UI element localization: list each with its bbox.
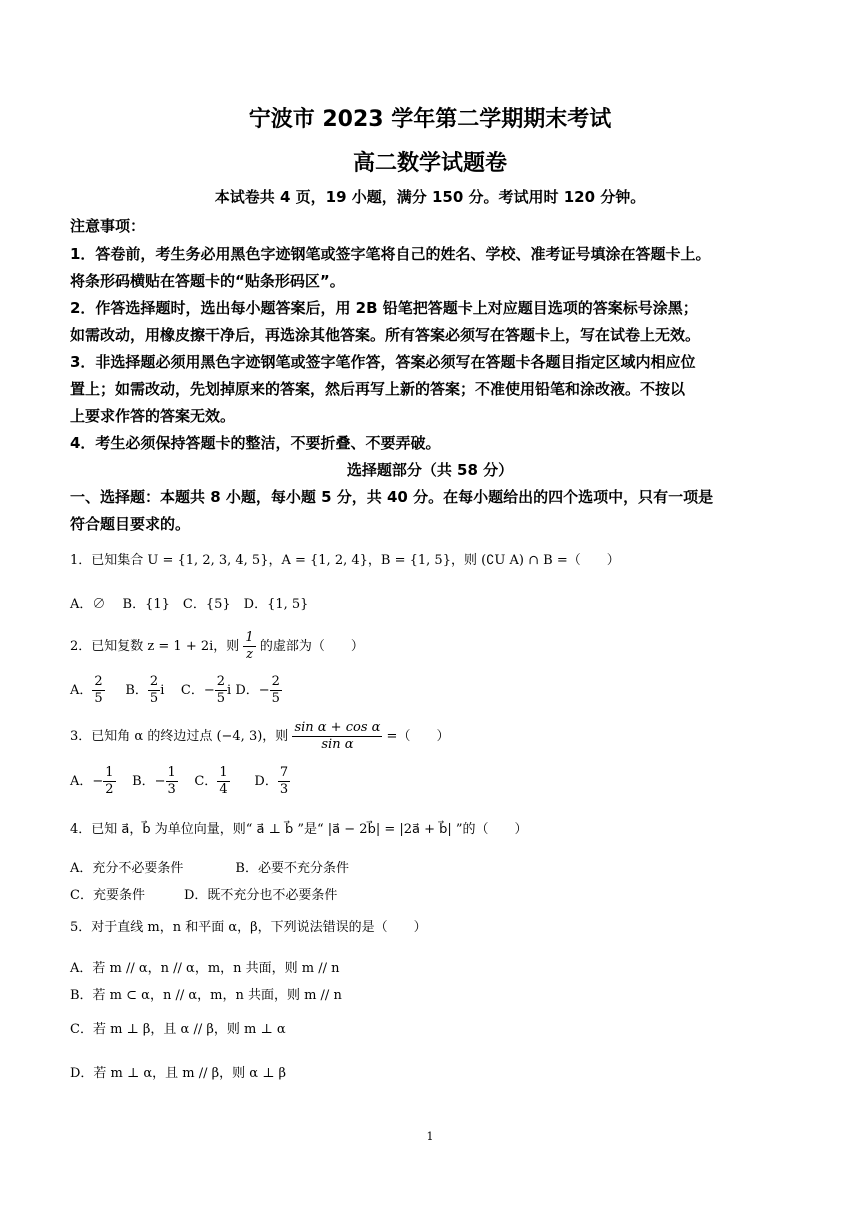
question-5-option-c: C．若 m ⊥ β，且 α // β，则 m ⊥ α <box>70 1022 286 1037</box>
note-line: 3．非选择题必须用黑色字迹钢笔或签字笔作答，答案必须写在答题卡各题目指定区域内相应位 <box>70 353 696 371</box>
note-line: 置上；如需改动，先划掉原来的答案，然后再写上新的答案；不准使用铅笔和涂改液。不按以 <box>70 380 686 398</box>
question-5-stem: 5．对于直线 m，n 和平面 α，β，下列说法错误的是（ ） <box>70 920 427 935</box>
exam-info: 本试卷共 4 页，19 小题，满分 150 分。考试用时 120 分钟。 <box>214 188 646 206</box>
notes-heading: 注意事项： <box>70 217 146 235</box>
question-2-stem: 2．已知复数 z = 1 + 2i，则 $\frac{1}{z}$ 的虚部为（ ） <box>70 630 364 662</box>
note-line: 上要求作答的答案无效。 <box>70 407 236 425</box>
question-5-option-b: B．若 m ⊂ α，n // α，m，n 共面，则 m // n <box>70 988 342 1003</box>
exam-subtitle: 高二数学试题卷 <box>352 151 507 176</box>
note-line: 将条形码横贴在答题卡的“贴条形码区”。 <box>70 272 345 290</box>
question-1-stem: 1．已知集合 U = {1, 2, 3, 4, 5}，A = {1, 2, 4}，B = {1, 5}，则 (∁U A) ∩ B =（ ） <box>70 553 620 568</box>
question-4-stem: 4．已知 a⃗，b⃗ 为单位向量，则“ a⃗ ⊥ b⃗ ”是“ |a⃗ − 2b⃗| = |2a⃗ + b⃗| ”的（ ） <box>70 822 528 837</box>
question-1-options: A．∅ B．{1} C．{5} D．{1, 5} <box>70 597 309 612</box>
section-intro: 符合题目要求的。 <box>70 515 191 533</box>
question-4-options: C．充要条件 D．既不充分也不必要条件 <box>70 888 338 903</box>
exam-title: 宁波市 2023 学年第二学期期末考试 <box>248 107 612 132</box>
question-3-stem: 3．已知角 α 的终边过点 (−4, 3)，则 $\frac{\text{sin α + cos α}}{\text{sin α}}$ =（ ） <box>70 720 450 752</box>
question-3-options: A．− $\frac{1}{2}$ B．− $\frac{1}{3}$ C． $\frac{1}{4}$ D． $\frac{7}{3}$ <box>70 765 289 797</box>
note-line: 1．答卷前，考生务必用黑色字迹钢笔或签字笔将自己的姓名、学校、准考证号填涂在答题卡上。 <box>70 245 711 263</box>
section-intro: 一、选择题：本题共 8 小题，每小题 5 分，共 40 分。在每小题给出的四个选项中，只有一项是 <box>70 488 714 506</box>
note-line: 4．考生必须保持答题卡的整洁，不要折叠、不要弄破。 <box>70 434 441 452</box>
note-line: 2．作答选择题时，选出每小题答案后，用 2B 铅笔把答题卡上对应题目选项的答案标号涂黑； <box>70 299 698 317</box>
section-title: 选择题部分（共 58 分） <box>346 461 514 479</box>
note-line: 如需改动，用橡皮擦干净后，再选涂其他答案。所有答案必须写在答题卡上，写在试卷上无效。 <box>70 326 701 344</box>
page-number: 1 <box>426 1130 434 1143</box>
question-2-options: A． $\frac{2}{5}$ B． $\frac{2}{5}$ i C．− $\frac{2}{5}$ i D．− $\frac{2}{5}$ <box>70 674 280 706</box>
question-4-options: A．充分不必要条件 B．必要不充分条件 <box>70 861 349 876</box>
question-5-option-a: A．若 m // α，n // α，m，n 共面，则 m // n <box>70 961 340 976</box>
question-5-option-d: D．若 m ⊥ α，且 m // β，则 α ⊥ β <box>70 1066 287 1081</box>
